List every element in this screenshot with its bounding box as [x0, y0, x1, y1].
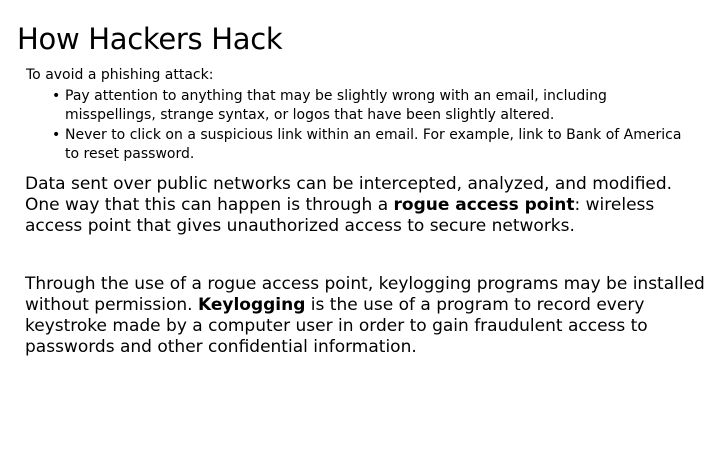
bullet-text: Never to click on a suspicious link within an email. For example, link to Bank of America to reset password.	[65, 127, 682, 162]
rogue-access-point-paragraph	[25, 174, 705, 237]
paragraph-text: : wireless access point that gives unauthorized access to secure networks.	[25, 195, 655, 236]
phishing-bullet-list	[26, 87, 686, 164]
bullet-item	[26, 126, 686, 164]
term-keylogging: Keylogging	[197, 295, 306, 315]
paragraph-text: Through the use of a rogue access point, keylogging programs may be installed without permission.	[25, 274, 705, 315]
bullet-item	[26, 87, 686, 125]
phishing-intro: To avoid a phishing attack:	[26, 67, 214, 83]
slide-title: How Hackers Hack	[17, 22, 283, 56]
paragraph-text: is the use of a program to record every keystroke made by a computer user in order to gain fraudulent access to passwords and other confidential information.	[25, 295, 648, 357]
bullet-icon: •	[52, 127, 61, 143]
phishing-tips	[26, 66, 686, 165]
term-rogue-access-point: rogue access point	[393, 195, 575, 215]
bullet-icon: •	[52, 88, 61, 104]
bullet-text: Pay attention to anything that may be slightly wrong with an email, including misspellings, strange syntax, or logos that have been slightly altered.	[65, 88, 607, 123]
paragraph-text: Data sent over public networks can be intercepted, analyzed, and modified. One way that this can happen is through a	[25, 174, 673, 215]
keylogging-paragraph	[25, 274, 705, 358]
